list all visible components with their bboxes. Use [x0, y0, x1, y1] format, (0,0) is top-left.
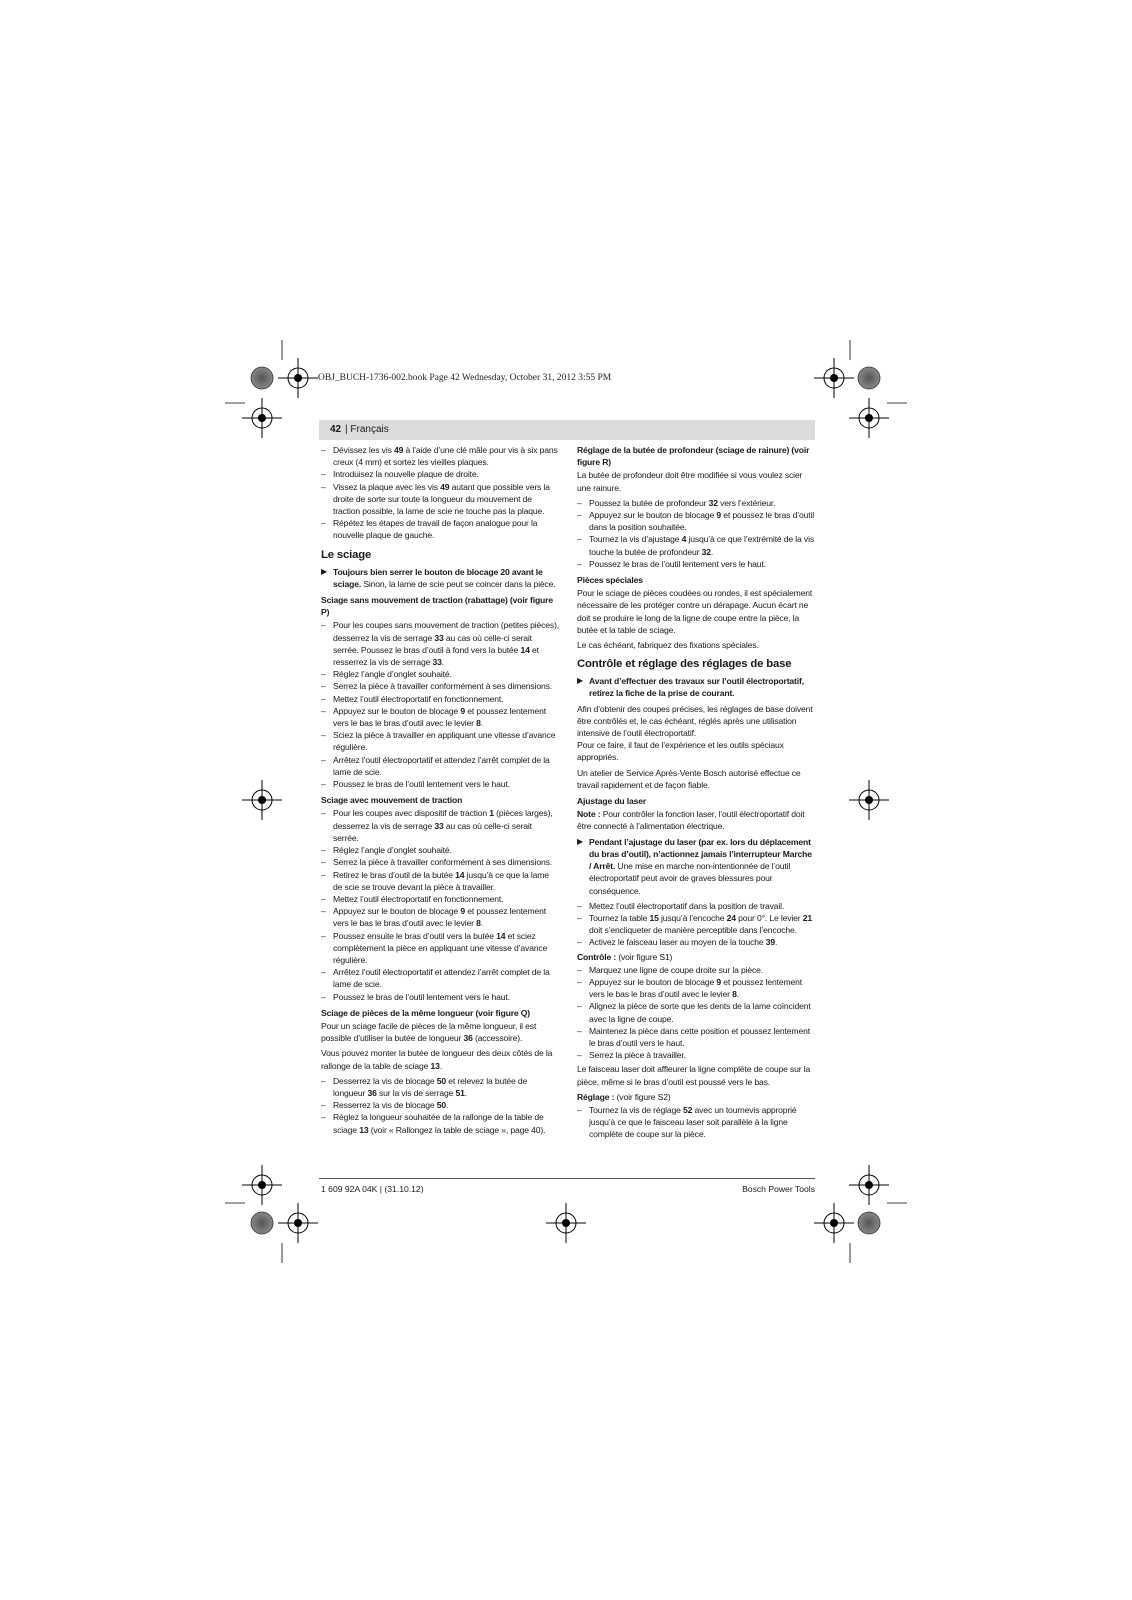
color-target-icon — [858, 367, 880, 389]
list-item: – Alignez la pièce de sorte que les dents de la lame coïncident avec la ligne de coupe. — [577, 1000, 815, 1024]
list — [321, 807, 559, 1002]
warning-arrow-icon: ▶ — [321, 566, 328, 576]
subsection-heading: Réglage de la butée de profondeur (sciage de rainure) (voir figure R) — [577, 445, 810, 468]
list-item: – Poussez la butée de profondeur 32 vers l’extérieur. — [577, 497, 815, 509]
paragraph: Un atelier de Service Après-Vente Bosch autorisé effectue ce travail rapidement et de façon fiable. — [577, 767, 801, 790]
list-item: – Répétez les étapes de travail de façon analogue pour la nouvelle plaque de gauche. — [321, 517, 559, 541]
list-item: – Réglez l’angle d’onglet souhaité. — [321, 844, 559, 856]
warning-arrow-icon: ▶ — [577, 836, 584, 846]
paragraph: Pour un sciage facile de pièces de la même longueur, il est possible d’utiliser la butée de longueur 36 (accessoire). — [321, 1020, 537, 1044]
color-target-icon — [858, 1212, 880, 1234]
list-item: – Appuyez sur le bouton de blocage 9 et poussez le bras d’outil dans la position souhaitée. — [577, 509, 815, 533]
paragraph: Pour le sciage de pièces coudées ou rondes, il est spécialement nécessaire de les protéger contre un dérapage. Aucun écart ne doit se produire le long de la ligne de coupe entre la pièce, la butée et la table de sciage. — [577, 588, 813, 635]
list-item: – Mettez l’outil électroportatif dans la position de travail. — [577, 900, 815, 912]
list-item: – Poussez le bras de l’outil lentement vers le haut. — [321, 778, 559, 790]
list-item: – Serrez la pièce à travailler conformément à ses dimensions. — [321, 856, 559, 868]
list-item: – Retirez le bras d’outil de la butée 14 jusqu’à ce que la lame de scie se trouve devant la pièce à travailler. — [321, 869, 559, 893]
list-item: – Appuyez sur le bouton de blocage 9 et poussez lentement vers le bas le bras d’outil avec le levier 8. — [321, 705, 559, 729]
footer-brand: Bosch Power Tools — [742, 1184, 815, 1194]
list — [321, 619, 559, 790]
right-column — [577, 444, 815, 1143]
paragraph: Vous pouvez monter la butée de longueur des deux côtés de la rallonge de la table de sciage 13. — [321, 1048, 553, 1071]
list-item: – Poussez le bras de l’outil lentement vers le haut. — [321, 991, 559, 1003]
color-target-icon — [251, 1212, 273, 1234]
list — [577, 1104, 815, 1141]
warning-arrow-icon: ▶ — [577, 676, 584, 686]
book-info: OBJ_BUCH-1736-002.book Page 42 Wednesday, October 31, 2012 3:55 PM — [318, 373, 612, 383]
list — [321, 1075, 559, 1136]
paragraph: Contrôle : (voir figure S1) — [577, 951, 673, 962]
subsection-heading: Sciage avec mouvement de traction — [321, 795, 463, 806]
subsection-heading: Ajustage du laser — [577, 796, 647, 807]
list — [577, 964, 815, 1062]
subsection-heading: Sciage sans mouvement de traction (rabattage) (voir figure P) — [321, 595, 553, 618]
list-item: – Mettez l’outil électroportatif en fonctionnement. — [321, 693, 559, 705]
page-language: | Français — [345, 424, 389, 435]
list-item: – Serrez la pièce à travailler. — [577, 1049, 815, 1061]
list-item: – Tournez la vis de réglage 52 avec un tournevis approprié jusqu’à ce que le faisceau laser soit parallèle à la ligne complète de coupe sur la pièce. — [577, 1104, 815, 1141]
warning-paragraph: ▶ Pendant l’ajustage du laser (par ex. lors du déplacement du bras d’outil), n’actionnez jamais l’interrupteur Marche / Arrêt. Une mise en marche non-intentionnée de l’outil électroportatif peut avoir de graves blessures pour conséquence. — [577, 836, 812, 896]
paragraph: Note : Pour contrôler la fonction laser, l’outil électroportatif doit être connecté à l’alimentation électrique. — [577, 809, 805, 832]
footer-rule — [319, 1178, 815, 1179]
page-header — [319, 420, 815, 440]
paragraph: La butée de profondeur doit être modifiée si vous voulez scier une rainure. — [577, 470, 803, 493]
warning-paragraph: ▶ Avant d’effectuer des travaux sur l’outil électroportatif, retirez la fiche de la prise de courant. — [577, 676, 804, 699]
left-column — [321, 444, 559, 1138]
list-item: – Réglez la longueur souhaitée de la rallonge de la table de sciage 13 (voir « Rallongez la table de sciage », page 40). — [321, 1111, 559, 1135]
paragraph: Réglage : (voir figure S2) — [577, 1091, 671, 1102]
list-item: – Pour les coupes sans mouvement de traction (petites pièces), desserrez la vis de serrage 33 au cas où celle-ci serait serrée. Poussez le bras d’outil à fond vers la butée 14 et resserrez la vis de serrage 33. — [321, 619, 559, 668]
list-item: – Poussez ensuite le bras d’outil vers la butée 14 et sciez complètement la pièce en appliquant une vitesse d’avance régulière. — [321, 930, 559, 967]
list — [577, 900, 815, 949]
list-item: – Desserrez la vis de blocage 50 et relevez la butée de longueur 36 sur la vis de serrage 51. — [321, 1075, 559, 1099]
list-item: – Resserrez la vis de blocage 50. — [321, 1099, 559, 1111]
list-item: – Activez le faisceau laser au moyen de la touche 39. — [577, 936, 815, 948]
paragraph: Le faisceau laser doit affleurer la ligne complète de coupe sur la pièce, même si le bras d’outil est poussé vers le bas. — [577, 1064, 811, 1087]
list-item: – Sciez la pièce à travailler en appliquant une vitesse d’avance régulière. — [321, 729, 559, 753]
subsection-heading: Sciage de pièces de la même longueur (voir figure Q) — [321, 1007, 531, 1018]
list-item: – Arrêtez l’outil électroportatif et attendez l’arrêt complet de la lame de scie. — [321, 754, 559, 778]
list — [321, 444, 559, 542]
list-item: – Appuyez sur le bouton de blocage 9 et poussez lentement vers le bas le bras d’outil avec le levier 8. — [321, 905, 559, 929]
paragraph: Le cas échéant, fabriquez des fixations spéciales. — [577, 640, 759, 651]
list-item: – Pour les coupes avec dispositif de traction 1 (pièces larges), desserrez la vis de serrage 33 au cas où celle-ci serait serrée. — [321, 807, 559, 844]
list-item: – Serrez la pièce à travailler conformément à ses dimensions. — [321, 680, 559, 692]
paragraph: Pour ce faire, il faut de l’expérience et les outils spéciaux appropriés. — [577, 740, 784, 763]
list-item: – Marquez une ligne de coupe droite sur la pièce. — [577, 964, 815, 976]
page-number: 42 — [330, 424, 342, 435]
list-item: – Tournez la table 15 jusqu’à l’encoche 24 pour 0°. Le levier 21 doit s’encliqueter de manière perceptible dans l’encoche. — [577, 912, 815, 936]
list-item: – Dévissez les vis 49 à l’aide d’une clé mâle pour vis à six pans creux (4 mm) et sortez les vieilles plaques. — [321, 444, 559, 468]
list-item: – Réglez l’angle d’onglet souhaité. — [321, 668, 559, 680]
section-heading: Contrôle et réglage des réglages de base — [577, 658, 792, 671]
list-item: – Poussez le bras de l’outil lentement vers le haut. — [577, 558, 815, 570]
footer-doc-number: 1 609 92A 04K | (31.10.12) — [321, 1184, 424, 1194]
list-item: – Tournez la vis d’ajustage 4 jusqu’à ce que l’extrémité de la vis touche la butée de profondeur 32. — [577, 533, 815, 557]
paragraph: Afin d’obtenir des coupes précises, les réglages de base doivent être contrôlés et, le cas échéant, réglés après une utilisation intensive de l’outil électroportatif. — [577, 703, 813, 739]
list-item: – Mettez l’outil électroportatif en fonctionnement. — [321, 893, 559, 905]
list-item: – Arrêtez l’outil électroportatif et attendez l’arrêt complet de la lame de scie. — [321, 966, 559, 990]
list-item: – Maintenez la pièce dans cette position et poussez lentement le bras d’outil vers le haut. — [577, 1025, 815, 1049]
list-item: – Appuyez sur le bouton de blocage 9 et poussez lentement vers le bas le bras d’outil avec le levier 8. — [577, 976, 815, 1000]
color-target-icon — [251, 367, 273, 389]
warning-paragraph: ▶ Toujours bien serrer le bouton de blocage 20 avant le sciage. Sinon, la lame de scie peut se coincer dans la pièce. — [321, 566, 556, 589]
subsection-heading: Pièces spéciales — [577, 575, 643, 586]
list-item: – Vissez la plaque avec les vis 49 autant que possible vers la droite de sorte sur toute la longueur du mouvement de traction possible, la lame de scie ne touche pas la plaque. — [321, 481, 559, 518]
list-item: – Introduisez la nouvelle plaque de droite. — [321, 468, 559, 480]
list — [577, 497, 815, 570]
section-heading: Le sciage — [321, 548, 372, 561]
